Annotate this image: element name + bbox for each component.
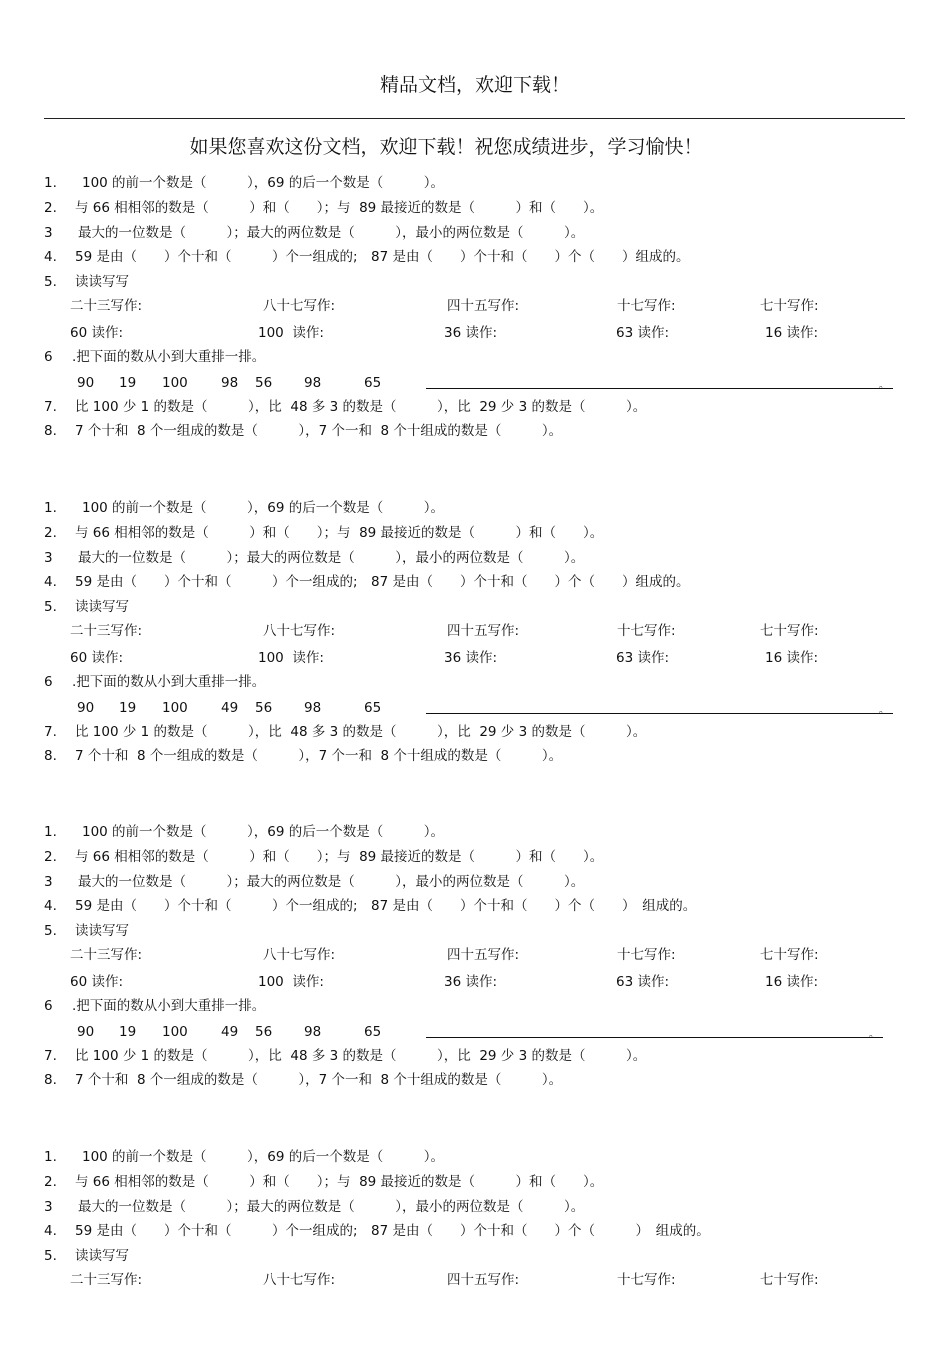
question-q7-text: 比 100 少 1 的数是（ ），比 48 多 3 的数是（ ），比 29 少 3 的数是（ ）。 [75,399,647,415]
write-prompt: 二十三写作: [70,623,143,639]
question-number: 3 [44,874,53,890]
number-to-sort: 65 [364,375,382,391]
question-q7-text: 比 100 少 1 的数是（ ），比 48 多 3 的数是（ ），比 29 少 3 的数是（ ）。 [75,724,647,740]
write-prompt: 二十三写作: [70,947,143,963]
write-prompt: 四十五写作: [447,947,520,963]
read-prompt: 63 读作: [616,650,670,666]
question-number: 6 [44,349,53,365]
question-q7-text: 比 100 少 1 的数是（ ），比 48 多 3 的数是（ ），比 29 少 3 的数是（ ）。 [75,1048,647,1064]
question-q4-text: 59 是由（ ）个十和（ ）个一组成的; 87 是由（ ）个十和（ ）个（ ）组成的。 [75,249,690,265]
question-number: 4. [44,249,57,265]
answer-line [426,388,893,389]
question-number: 3 [44,225,53,241]
question-q8-text: 7 个十和 8 个一组成的数是（ ），7 个一和 8 个十组成的数是（ ）。 [75,423,563,439]
question-number: 4. [44,574,57,590]
number-to-sort: 100 [162,1024,188,1040]
write-prompt: 八十七写作: [263,947,336,963]
number-to-sort: 56 [255,700,273,716]
read-prompt: 16 读作: [765,974,819,990]
write-prompt: 八十七写作: [263,298,336,314]
number-to-sort: 90 [77,700,95,716]
read-prompt: 36 读作: [444,325,498,341]
question-number: 4. [44,1223,57,1239]
number-to-sort: 65 [364,700,382,716]
number-to-sort: 100 [162,375,188,391]
number-to-sort: 90 [77,1024,95,1040]
question-q3-text: 最大的一位数是（ ）；最大的两位数是（ ），最小的两位数是（ ）。 [78,874,585,890]
question-number: 3 [44,550,53,566]
number-to-sort: 98 [304,375,322,391]
question-q4-text: 59 是由（ ）个十和（ ）个一组成的; 87 是由（ ）个十和（ ）个（ ） 组成的。 [75,1223,710,1239]
question-q6-text: .把下面的数从小到大重排一排。 [72,674,266,690]
question-number: 2. [44,1174,57,1190]
read-prompt: 100 读作: [258,325,324,341]
write-prompt: 十七写作: [617,947,676,963]
read-prompt: 60 读作: [70,325,124,341]
question-number: 7. [44,399,57,415]
read-prompt: 100 读作: [258,650,324,666]
question-q3-text: 最大的一位数是（ ）；最大的两位数是（ ），最小的两位数是（ ）。 [78,1199,585,1215]
question-q8-text: 7 个十和 8 个一组成的数是（ ），7 个一和 8 个十组成的数是（ ）。 [75,1072,563,1088]
question-number: 2. [44,525,57,541]
write-prompt: 十七写作: [617,298,676,314]
question-number: 4. [44,898,57,914]
write-prompt: 十七写作: [617,1272,676,1288]
write-prompt: 四十五写作: [447,623,520,639]
page-subtitle: 如果您喜欢这份文档，欢迎下载！祝您成绩进步，学习愉快！ [189,136,703,158]
question-q5-text: 读读写写 [75,1248,129,1264]
write-prompt: 四十五写作: [447,1272,520,1288]
header-rule [44,118,905,119]
question-number: 2. [44,849,57,865]
question-q1-text: 100 的前一个数是（ ），69 的后一个数是（ ）。 [82,500,445,516]
question-q1-text: 100 的前一个数是（ ），69 的后一个数是（ ）。 [82,824,445,840]
number-to-sort: 100 [162,700,188,716]
number-to-sort: 98 [221,375,239,391]
question-q2-text: 与 66 相相邻的数是（ ）和（ ）；与 89 最接近的数是（ ）和（ ）。 [75,200,604,216]
write-prompt: 八十七写作: [263,623,336,639]
question-number: 5. [44,599,57,615]
number-to-sort: 19 [119,1024,137,1040]
question-q5-text: 读读写写 [75,599,129,615]
write-prompt: 七十写作: [760,623,819,639]
number-to-sort: 65 [364,1024,382,1040]
number-to-sort: 49 [221,700,239,716]
number-to-sort: 56 [255,1024,273,1040]
number-to-sort: 49 [221,1024,239,1040]
question-q4-text: 59 是由（ ）个十和（ ）个一组成的; 87 是由（ ）个十和（ ）个（ ） 组成的。 [75,898,697,914]
answer-line [426,1037,883,1038]
question-number: 2. [44,200,57,216]
question-q3-text: 最大的一位数是（ ）；最大的两位数是（ ），最小的两位数是（ ）。 [78,550,585,566]
read-prompt: 16 读作: [765,325,819,341]
number-to-sort: 19 [119,700,137,716]
question-number: 8. [44,423,57,439]
write-prompt: 八十七写作: [263,1272,336,1288]
read-prompt: 60 读作: [70,974,124,990]
write-prompt: 四十五写作: [447,298,520,314]
number-to-sort: 98 [304,700,322,716]
read-prompt: 60 读作: [70,650,124,666]
number-to-sort: 19 [119,375,137,391]
question-number: 8. [44,748,57,764]
answer-line [426,713,893,714]
question-number: 7. [44,1048,57,1064]
question-number: 8. [44,1072,57,1088]
write-prompt: 七十写作: [760,298,819,314]
question-q2-text: 与 66 相相邻的数是（ ）和（ ）；与 89 最接近的数是（ ）和（ ）。 [75,849,604,865]
question-q1-text: 100 的前一个数是（ ），69 的后一个数是（ ）。 [82,175,445,191]
question-number: 6 [44,674,53,690]
question-q2-text: 与 66 相相邻的数是（ ）和（ ）；与 89 最接近的数是（ ）和（ ）。 [75,1174,604,1190]
answer-line-end-mark: 。 [879,380,889,391]
answer-line-end-mark: 。 [869,1029,879,1040]
question-number: 1. [44,175,57,191]
read-prompt: 36 读作: [444,974,498,990]
number-to-sort: 56 [255,375,273,391]
question-q3-text: 最大的一位数是（ ）；最大的两位数是（ ），最小的两位数是（ ）。 [78,225,585,241]
read-prompt: 63 读作: [616,325,670,341]
write-prompt: 二十三写作: [70,298,143,314]
write-prompt: 二十三写作: [70,1272,143,1288]
question-q4-text: 59 是由（ ）个十和（ ）个一组成的; 87 是由（ ）个十和（ ）个（ ）组成的。 [75,574,690,590]
question-number: 1. [44,1149,57,1165]
question-number: 1. [44,500,57,516]
number-to-sort: 98 [304,1024,322,1040]
question-number: 5. [44,274,57,290]
question-q2-text: 与 66 相相邻的数是（ ）和（ ）；与 89 最接近的数是（ ）和（ ）。 [75,525,604,541]
question-number: 3 [44,1199,53,1215]
read-prompt: 16 读作: [765,650,819,666]
write-prompt: 七十写作: [760,947,819,963]
question-q5-text: 读读写写 [75,274,129,290]
question-number: 5. [44,923,57,939]
write-prompt: 十七写作: [617,623,676,639]
read-prompt: 36 读作: [444,650,498,666]
read-prompt: 63 读作: [616,974,670,990]
number-to-sort: 90 [77,375,95,391]
answer-line-end-mark: 。 [879,705,889,716]
question-q1-text: 100 的前一个数是（ ），69 的后一个数是（ ）。 [82,1149,445,1165]
question-number: 1. [44,824,57,840]
question-q6-text: .把下面的数从小到大重排一排。 [72,349,266,365]
question-number: 6 [44,998,53,1014]
question-q5-text: 读读写写 [75,923,129,939]
question-q8-text: 7 个十和 8 个一组成的数是（ ），7 个一和 8 个十组成的数是（ ）。 [75,748,563,764]
question-number: 5. [44,1248,57,1264]
question-q6-text: .把下面的数从小到大重排一排。 [72,998,266,1014]
read-prompt: 100 读作: [258,974,324,990]
page-header-title: 精品文档，欢迎下载！ [379,74,570,96]
question-number: 7. [44,724,57,740]
write-prompt: 七十写作: [760,1272,819,1288]
